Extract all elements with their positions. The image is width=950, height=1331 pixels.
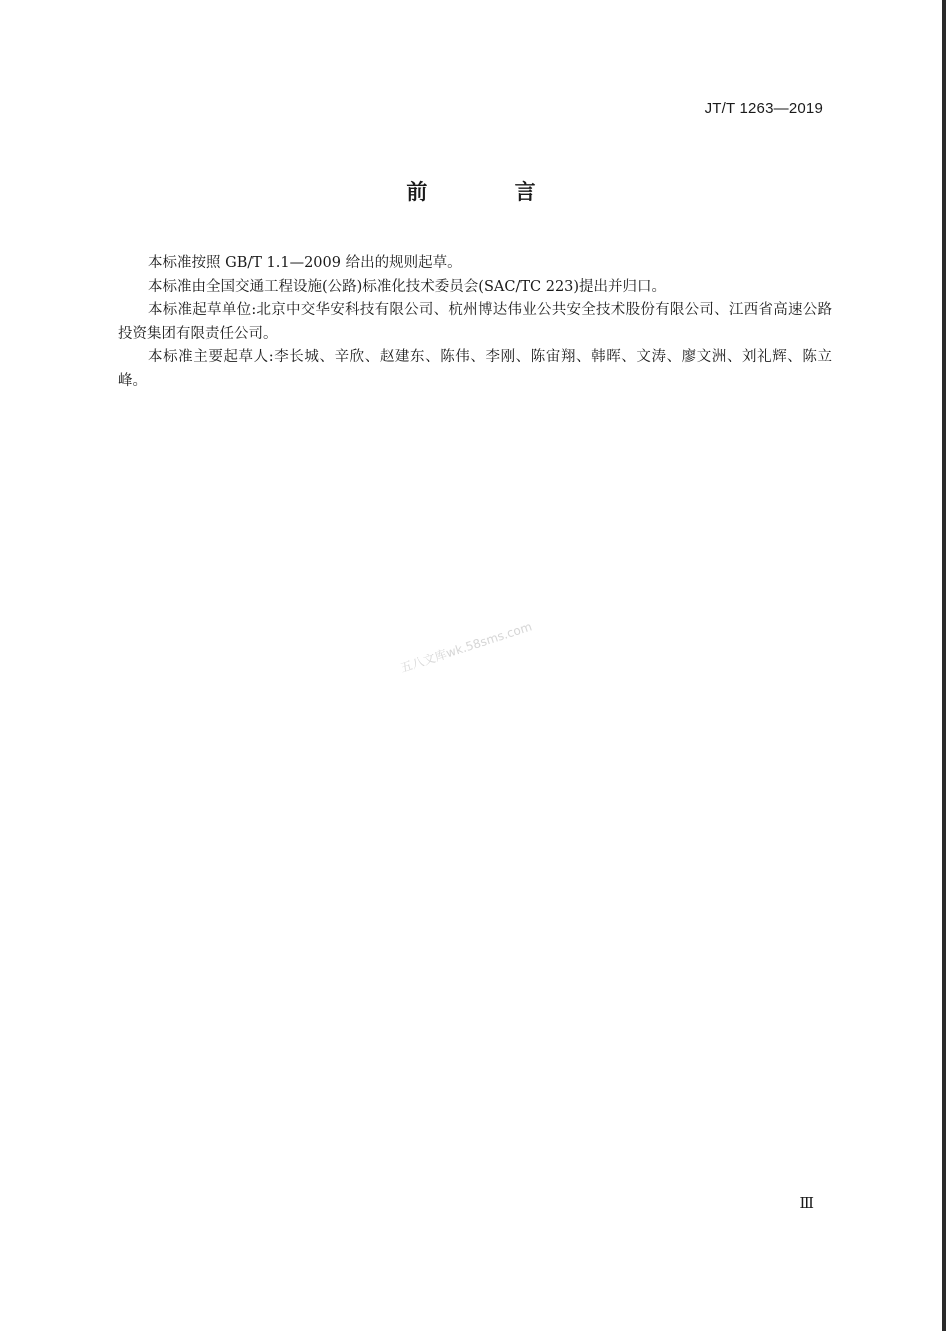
preface-body bbox=[118, 252, 832, 393]
watermark: 五八文库wk.58sms.com bbox=[398, 619, 534, 676]
page-title: 前 言 bbox=[406, 180, 576, 204]
paragraph-drafters: 本标准主要起草人:李长城、辛欣、赵建东、陈伟、李刚、陈宙翔、韩晖、文涛、廖文洲、刘礼辉、陈立峰。 bbox=[118, 349, 832, 389]
paragraph-proposer: 本标准由全国交通工程设施(公路)标准化技术委员会(SAC/TC 223)提出并归口。 bbox=[148, 278, 667, 295]
standard-code: JT/T 1263—2019 bbox=[704, 100, 823, 117]
paragraph-drafting-units: 本标准起草单位:北京中交华安科技有限公司、杭州博达伟业公共安全技术股份有限公司、江西省高速公路投资集团有限责任公司。 bbox=[118, 302, 832, 342]
page-number: Ⅲ bbox=[799, 1194, 814, 1212]
paragraph-drafting-rules: 本标准按照 GB/T 1.1—2009 给出的规则起草。 bbox=[148, 255, 462, 271]
